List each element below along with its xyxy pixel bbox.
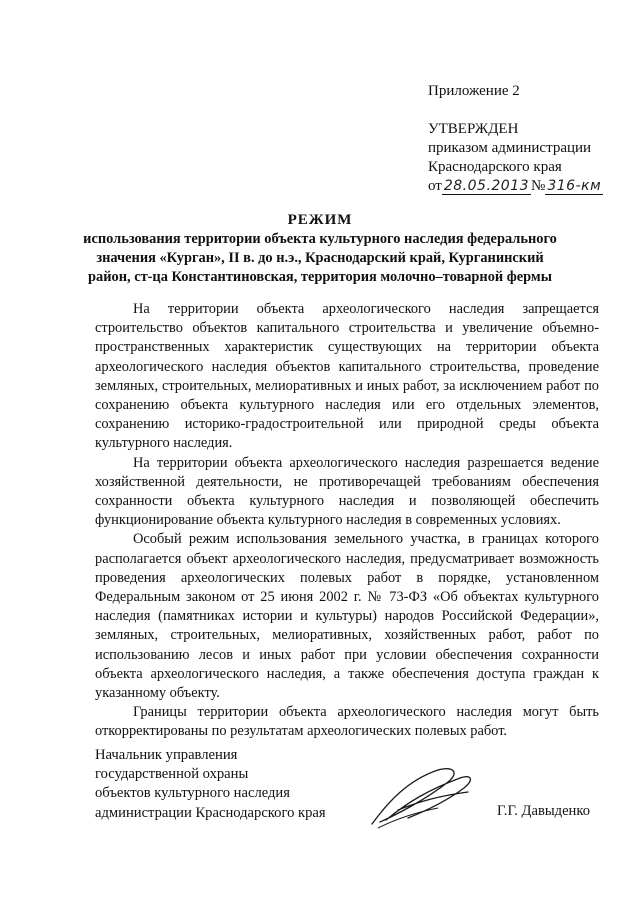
order-date-number-line <box>428 177 603 196</box>
signatory-title-block <box>95 746 326 823</box>
signatory-title-line-2: государственной охраны <box>95 766 249 783</box>
order-issuer-region: Краснодарского края <box>428 159 562 175</box>
document-subtitle: использования территории объекта культурного наследия федерального значения «Курган», II в. до н.э., Краснодарский край, Курганинский район, ст-ца Константиновская, территория молочно–товарной фермы <box>83 231 557 285</box>
approved-label: УТВЕРЖДЕН <box>428 121 519 137</box>
order-date-handwritten: 28.05.2013 <box>443 178 530 194</box>
paragraph-prohibitions: На территории объекта археологического наследия запрещается строительство объектов капитального строительства и увеличение объемно-пространственных характеристик существующих на территории объекта археологического наследия объектов капитального строительства, проведение земляных, строительных, мелиоративных и иных работ, за исключением работ по сохранению объекта культурного наследия или его отдельных элементов, сохранению историко-градостроительной или природной среды объекта культурного наследия. <box>95 301 599 452</box>
order-number-label: № <box>531 178 546 194</box>
document-body <box>95 300 599 742</box>
document-title: РЕЖИМ <box>287 212 353 228</box>
order-issuer-line: приказом администрации <box>428 140 592 156</box>
appendix-label: Приложение 2 <box>428 83 520 99</box>
order-from-label: от <box>428 178 442 194</box>
signatory-title-line-4: администрации Краснодарского края <box>95 804 326 821</box>
signatory-title-line-3: объектов культурного наследия <box>95 785 290 802</box>
paragraph-permissions: На территории объекта археологического наследия разрешается ведение хозяйственной деятельности, не противоречащей требованиям обеспечения сохранности объекта культурного наследия и позволяющей обеспечить функционирование объекта культурного наследия в современных условиях. <box>95 454 599 529</box>
approval-block <box>428 120 603 196</box>
signatory-name: Г.Г. Давыденко <box>497 803 591 819</box>
order-number-handwritten: 316-км <box>547 178 602 194</box>
handwritten-signature <box>368 762 478 832</box>
signatory-title-line-1: Начальник управления <box>95 747 238 763</box>
paragraph-special-regime: Особый режим использования земельного участка, в границах которого располагается объект археологического наследия, предусматривает возможность проведения археологических полевых работ в порядке, установленном Федеральным законом от 25 июня 2002 г. № 73-ФЗ «Об объектах культурного наследия (памятниках истории и культуры) народов Российской Федерации», земляных, строительных, мелиоративных, хозяйственных работ, работ по использованию лесов и иных работ при условии обеспечения сохранности объекта археологического наследия, а также обеспечения доступа граждан к указанному объекту. <box>95 531 599 702</box>
paragraph-boundaries: Границы территории объекта археологического наследия могут быть откорректированы по результатам археологических полевых работ. <box>95 704 599 740</box>
